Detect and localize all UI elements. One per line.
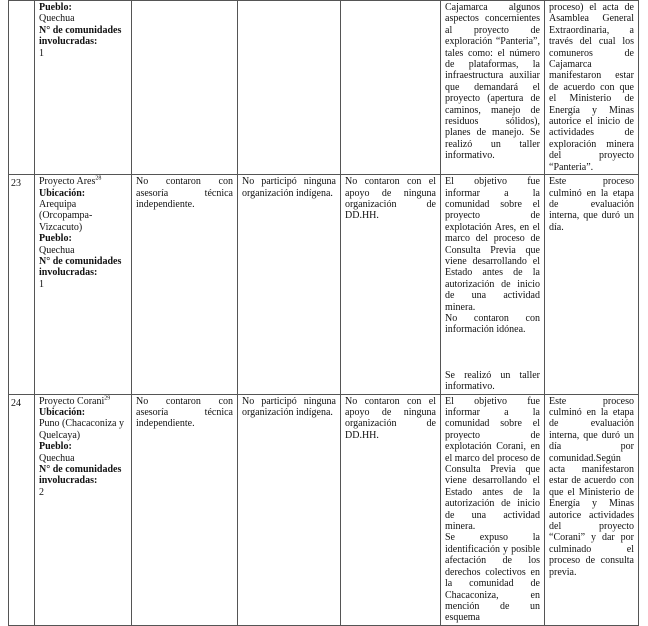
consultation-table bbox=[8, 0, 639, 626]
project-name: Proyecto Corani bbox=[39, 395, 105, 407]
technical-advice-cell: No contaron con asesoría técnica independiente. bbox=[132, 175, 238, 395]
ubicacion-value: Puno (Chacaconiza y Quelcaya) bbox=[39, 418, 124, 441]
pueblo-label: Pueblo: bbox=[39, 2, 72, 13]
communities-label: N° de comunidades involucradas: bbox=[39, 464, 122, 487]
result-text: proceso) el acta de Asamblea General Extraordinaria, a través del cual los comuneros de Cajamarca manifestaron estar de acuerdo con que el Ministerio de Energía y Minas autorice el inicio de actividades de exploración minera del proyecto “Panteria”. bbox=[549, 2, 634, 173]
row-number bbox=[9, 1, 35, 175]
table-row bbox=[9, 1, 639, 175]
pueblo-value: Quechua bbox=[39, 13, 75, 25]
result-cell: Este proceso culminó en la etapa de evaluación interna, que duró un día por comunidad.Según acta manifestaron estar de acuerdo con que el Ministerio de Energía y Minas autorice actividades del proyecto “Corani” y dar por culminado el proceso de consulta previa. bbox=[545, 394, 639, 625]
communities-value: 1 bbox=[39, 47, 44, 59]
pueblo-value: Quechua bbox=[39, 244, 75, 256]
objective-cell bbox=[441, 175, 545, 395]
communities-label: N° de comunidades involucradas: bbox=[39, 24, 122, 48]
objective-text: Cajamarca algunos aspectos concernientes al proyecto de exploración “Panteria”, tales como: el número de plataformas, la infraestructura auxiliar que demandará el proyecto (apertura de caminos, manejo de residuos sólidos), planes de manejo. Se realizó un taller informativo. bbox=[445, 2, 540, 162]
human-rights-cell: No contaron con el apoyo de ninguna organización de DD.HH. bbox=[341, 394, 441, 625]
objective-text: Se realizó un taller informativo. bbox=[445, 369, 540, 393]
row-number: 24 bbox=[9, 394, 35, 625]
project-cell bbox=[35, 175, 132, 395]
indigenous-org-cell: No participó ninguna organización indígena. bbox=[238, 394, 341, 625]
result-cell bbox=[545, 1, 639, 175]
ubicacion-label: Ubicación: bbox=[39, 407, 86, 418]
objective-cell bbox=[441, 1, 545, 175]
objective-text: Se expuso la identificación y posible afectación de los derechos colectivos en la comunidad de Chacaconiza, en mención de un esquema bbox=[445, 532, 540, 624]
indigenous-org-cell: No participó ninguna organización indígena. bbox=[238, 175, 341, 395]
ubicacion-value: Arequipa (Orcopampa-Vizcacuto) bbox=[39, 198, 93, 233]
communities-value: 1 bbox=[39, 278, 44, 290]
project-cell bbox=[35, 1, 132, 175]
human-rights-cell: No contaron con el apoyo de ninguna organización de DD.HH. bbox=[341, 175, 441, 395]
communities-label: N° de comunidades involucradas: bbox=[39, 255, 122, 279]
objective-text: No contaron con información idónea. bbox=[445, 312, 540, 336]
pueblo-label: Pueblo: bbox=[39, 441, 72, 453]
technical-advice-cell: No contaron con asesoría técnica independiente. bbox=[132, 394, 238, 625]
objective-cell bbox=[441, 394, 545, 625]
footnote-ref: 28 bbox=[95, 175, 102, 182]
communities-value: 2 bbox=[39, 486, 44, 498]
objective-text: El objetivo fue informar a la comunidad sobre el proyecto de explotación Ares, en el marco del proceso de Consulta Previa que viene desarrollando el Estado antes de la autorización de inicio de una actividad minera. bbox=[445, 176, 540, 313]
human-rights-cell bbox=[341, 1, 441, 175]
ubicacion-label: Ubicación: bbox=[39, 187, 86, 199]
table-row bbox=[9, 394, 639, 625]
pueblo-label: Pueblo: bbox=[39, 233, 72, 245]
row-number: 23 bbox=[9, 175, 35, 395]
objective-text: El objetivo fue informar a la comunidad sobre el proyecto de explotación Corani, en el marco del proceso de Consulta Previa que viene desarrollando el Estado antes de la autorización de inicio de una actividad minera. bbox=[445, 395, 540, 533]
pueblo-value: Quechua bbox=[39, 452, 75, 464]
footnote-ref: 29 bbox=[104, 395, 111, 402]
result-cell: Este proceso culminó en la etapa de evaluación interna, que duró un día. bbox=[545, 175, 639, 395]
table-row bbox=[9, 175, 639, 395]
indigenous-org-cell bbox=[238, 1, 341, 175]
project-name: Proyecto Ares bbox=[39, 176, 96, 188]
technical-advice-cell bbox=[132, 1, 238, 175]
project-cell bbox=[35, 394, 132, 625]
